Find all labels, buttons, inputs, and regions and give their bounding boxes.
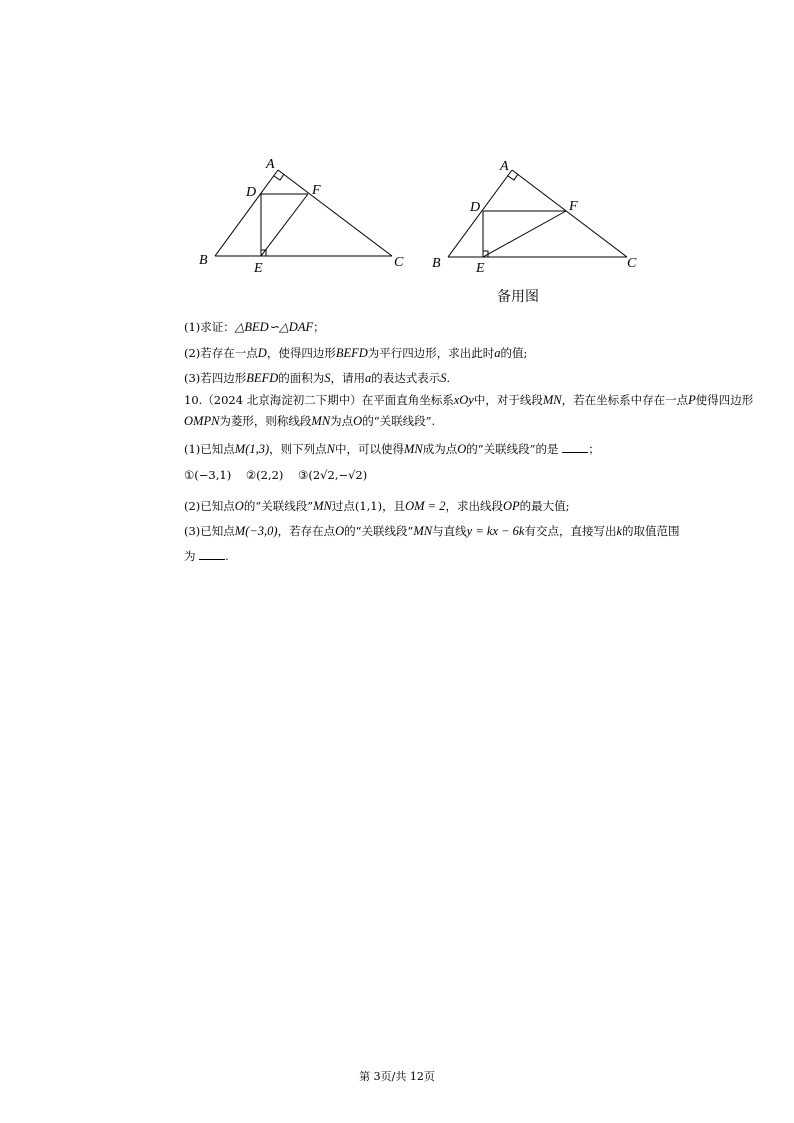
text: ； (588, 442, 600, 456)
text: 过点(1,1)，且 (331, 499, 406, 513)
text: 的值; (500, 346, 528, 360)
text: 的“关联线段”的是 (466, 442, 559, 456)
triangle-diagram-left (196, 150, 416, 280)
point-m: M(1,3) (234, 442, 270, 456)
text: ，则下列点 (269, 442, 327, 456)
text: 为 (184, 549, 196, 563)
label-b: B (199, 253, 208, 268)
page-footer: 第 3页/共 12页 (359, 1070, 435, 1083)
var-o: O (335, 524, 345, 538)
text: 使得四边形 (695, 393, 754, 407)
var-d: D (257, 346, 267, 360)
text: 的面积为 (278, 371, 325, 385)
right-angle-mark-a (274, 174, 284, 180)
q9-part2 (184, 346, 527, 360)
label-f: F (569, 199, 578, 214)
label-a: A (266, 157, 275, 172)
text: (2)若存在一点 (184, 346, 258, 360)
q10-part1 (184, 442, 600, 456)
text: ，请用 (330, 371, 365, 385)
var-mn: MN (311, 414, 331, 428)
text: 与直线 (432, 524, 467, 538)
label-a: A (500, 159, 509, 174)
q9-part1 (184, 320, 325, 334)
option-1: ①(−3,1) (184, 468, 232, 482)
quad-name: BEFD (246, 371, 279, 385)
var-o: O (457, 442, 467, 456)
var-mn: MN (413, 524, 433, 538)
text: 为菱形，则称线段 (219, 414, 312, 428)
label-e: E (476, 261, 485, 276)
q9-part3 (184, 371, 450, 385)
q10-intro (184, 390, 759, 432)
segment-ac (278, 170, 392, 256)
quad-name: BEFD (335, 346, 368, 360)
label-d: D (470, 200, 481, 215)
text: 10.（2024 北京海淀初二下期中）在平面直角坐标系 (184, 393, 454, 407)
var-mn: MN (542, 393, 562, 407)
text: ，若存在点 (277, 524, 336, 538)
triangle-diagram-right (430, 150, 650, 280)
text: . (225, 549, 229, 563)
var-a: a (364, 371, 372, 385)
text: . (446, 371, 451, 385)
text: 为点 (330, 414, 354, 428)
text: (3)若四边形 (184, 371, 247, 385)
text: 的“关联线段”. (362, 414, 436, 428)
text: (2)已知点 (184, 499, 235, 513)
var-p: P (688, 393, 696, 407)
var-o: O (353, 414, 363, 428)
text: 的“关联线段” (344, 524, 414, 538)
text: 中，对于线段 (473, 393, 543, 407)
var-mn: MN (404, 442, 423, 456)
text: 中，可以使得 (335, 442, 405, 456)
text: ，若在坐标系中存在一点 (561, 393, 689, 407)
var-mn: MN (313, 499, 332, 513)
q10-options (184, 468, 367, 482)
figure-right (430, 150, 650, 284)
text: ，求出线段 (445, 499, 503, 513)
label-f: F (312, 183, 321, 198)
label-d: D (246, 185, 257, 200)
var-s: S (440, 371, 447, 385)
text: 的取值范围 (622, 524, 680, 538)
coord-system: xOy (453, 393, 474, 407)
answer-blank[interactable] (562, 442, 588, 453)
right-angle-mark-a (508, 174, 518, 180)
segment-ef (261, 194, 308, 256)
figure-caption: 备用图 (497, 289, 539, 305)
text: (1)已知点 (184, 442, 235, 456)
quad-ompn: OMPN (184, 414, 220, 428)
label-b: B (432, 256, 441, 271)
q10-part3 (184, 524, 680, 538)
option-2: ②(2,2) (245, 468, 284, 482)
label-c: C (627, 256, 637, 271)
segment-ab (215, 170, 278, 256)
var-a: a (494, 346, 501, 360)
text: ，使得四边形 (266, 346, 336, 360)
var-k: k (616, 524, 623, 538)
similarity-expr: △BED∽△DAF (234, 320, 314, 334)
figure-left (196, 150, 416, 284)
label-c: C (394, 255, 404, 270)
text: 有交点，直接写出 (524, 524, 617, 538)
segment-ef (483, 211, 566, 257)
q10-part3-line2 (184, 549, 229, 563)
text: 为平行四边形，求出此时 (367, 346, 495, 360)
var-n: N (326, 442, 336, 456)
text: (3)已知点 (184, 524, 235, 538)
var-s: S (324, 371, 331, 385)
text: 的“关联线段” (243, 499, 314, 513)
text: 的最大值; (519, 499, 570, 513)
var-op: OP (502, 499, 520, 513)
text: 的表达式表示 (371, 371, 441, 385)
text: 成为点 (422, 442, 458, 456)
om-eq: OM = 2 (405, 499, 446, 513)
text: (1)求证： (184, 320, 235, 334)
option-3: ③(2√2,−√2) (298, 468, 368, 482)
point-m: M(−3,0) (234, 524, 278, 538)
text: ； (313, 320, 325, 334)
line-eq: y = kx − 6k (466, 524, 525, 538)
answer-blank[interactable] (199, 549, 225, 560)
var-o: O (234, 499, 244, 513)
q10-part2 (184, 499, 570, 513)
label-e: E (254, 261, 263, 276)
